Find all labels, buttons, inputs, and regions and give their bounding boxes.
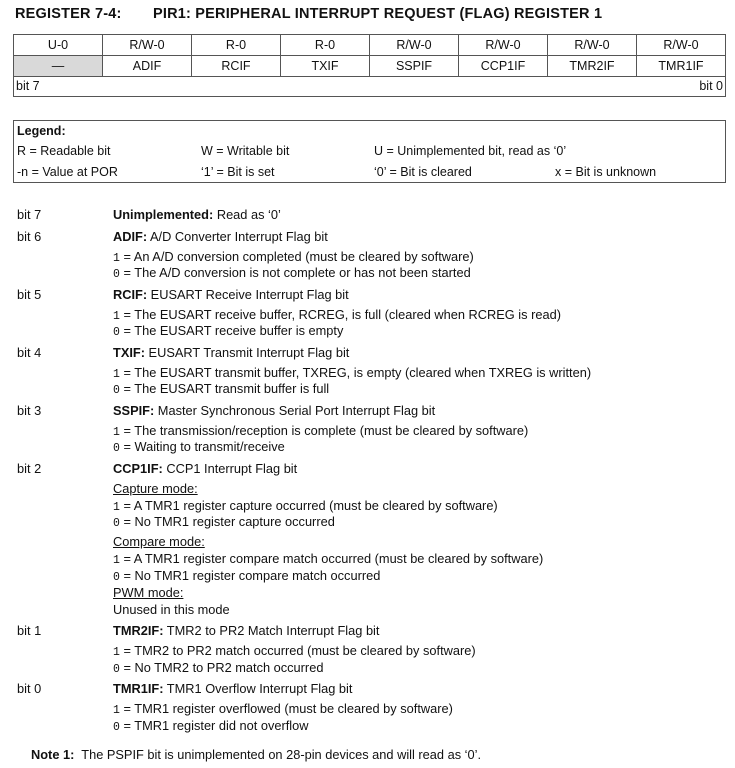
bit4-heading: TXIF: EUSART Transmit Interrupt Flag bit xyxy=(113,345,350,360)
bit2-label: bit 2 xyxy=(17,461,42,476)
legend-unknown: x = Bit is unknown xyxy=(555,165,657,179)
access-bit1: R/W-0 xyxy=(548,35,637,56)
bit4-label: bit 4 xyxy=(17,345,42,360)
bit6-value-1: 1 = An A/D conversion completed (must be cleared by software) xyxy=(113,249,474,265)
bit5-label: bit 5 xyxy=(17,287,42,302)
bit6-value-0: 0 = The A/D conversion is not complete or has not been started xyxy=(113,265,471,281)
compare-value-0: 0 = No TMR1 register compare match occurred xyxy=(113,568,381,584)
compare-value-1: 1 = A TMR1 register compare match occurred (must be cleared by software) xyxy=(113,551,544,567)
register-bit-table xyxy=(13,34,726,77)
name-bit1: TMR2IF xyxy=(548,56,637,77)
capture-mode-heading: Capture mode: xyxy=(113,481,198,496)
bit1-heading: TMR2IF: TMR2 to PR2 Match Interrupt Flag bit xyxy=(113,623,380,638)
bit1-value-1: 1 = TMR2 to PR2 match occurred (must be cleared by software) xyxy=(113,643,476,659)
name-bit2: CCP1IF xyxy=(459,56,548,77)
pwm-mode-text: Unused in this mode xyxy=(113,602,230,617)
legend-unimplemented: U = Unimplemented bit, read as ‘0’ xyxy=(374,144,567,158)
bit-range-row xyxy=(13,76,726,97)
bit6-heading: ADIF: A/D Converter Interrupt Flag bit xyxy=(113,229,328,244)
register-title xyxy=(15,6,602,22)
name-row xyxy=(14,56,726,77)
footnote-text: The PSPIF bit is unimplemented on 28-pin devices and will read as ‘0’. xyxy=(74,747,482,762)
pwm-mode-heading: PWM mode: xyxy=(113,585,184,600)
register-number: REGISTER 7-4: xyxy=(15,6,122,22)
register-name: PIR1: PERIPHERAL INTERRUPT REQUEST (FLAG) REGISTER 1 xyxy=(153,6,603,22)
bit4-value-1: 1 = The EUSART transmit buffer, TXREG, is empty (cleared when TXREG is written) xyxy=(113,365,592,381)
bit3-label: bit 3 xyxy=(17,403,42,418)
bit6-label: bit 6 xyxy=(17,229,42,244)
name-bit6: ADIF xyxy=(103,56,192,77)
access-bit7: U-0 xyxy=(14,35,103,56)
bit3-value-0: 0 = Waiting to transmit/receive xyxy=(113,439,285,455)
bit1-label: bit 1 xyxy=(17,623,42,638)
access-bit2: R/W-0 xyxy=(459,35,548,56)
name-bit7: — xyxy=(14,56,103,77)
access-bit4: R-0 xyxy=(281,35,370,56)
bit1-value-0: 0 = No TMR2 to PR2 match occurred xyxy=(113,660,324,676)
legend-por: -n = Value at POR xyxy=(17,165,118,179)
bit5-value-1: 1 = The EUSART receive buffer, RCREG, is full (cleared when RCREG is read) xyxy=(113,307,561,323)
name-bit4: TXIF xyxy=(281,56,370,77)
name-bit3: SSPIF xyxy=(370,56,459,77)
bit0-heading: TMR1IF: TMR1 Overflow Interrupt Flag bit xyxy=(113,681,353,696)
legend-box xyxy=(13,120,726,183)
bit4-value-0: 0 = The EUSART transmit buffer is full xyxy=(113,381,330,397)
bit7-heading: Unimplemented: Read as ‘0’ xyxy=(113,207,281,222)
access-bit6: R/W-0 xyxy=(103,35,192,56)
compare-mode-heading: Compare mode: xyxy=(113,534,205,549)
bit5-heading: RCIF: EUSART Receive Interrupt Flag bit xyxy=(113,287,349,302)
access-bit0: R/W-0 xyxy=(637,35,726,56)
footnote-label: Note 1: xyxy=(31,747,75,762)
bit2-heading: CCP1IF: CCP1 Interrupt Flag bit xyxy=(113,461,298,476)
access-bit3: R/W-0 xyxy=(370,35,459,56)
legend-title: Legend: xyxy=(17,124,66,138)
bit0-value-0: 0 = TMR1 register did not overflow xyxy=(113,718,309,734)
legend-cleared: ‘0’ = Bit is cleared xyxy=(374,165,472,179)
bit-high-label: bit 7 xyxy=(16,79,40,93)
footnote xyxy=(31,747,481,762)
name-bit0: TMR1IF xyxy=(637,56,726,77)
bit0-value-1: 1 = TMR1 register overflowed (must be cleared by software) xyxy=(113,701,453,717)
access-row xyxy=(14,35,726,56)
capture-value-0: 0 = No TMR1 register capture occurred xyxy=(113,514,335,530)
bit5-value-0: 0 = The EUSART receive buffer is empty xyxy=(113,323,344,339)
legend-readable: R = Readable bit xyxy=(17,144,111,158)
bit3-heading: SSPIF: Master Synchronous Serial Port Interrupt Flag bit xyxy=(113,403,436,418)
legend-set: ‘1’ = Bit is set xyxy=(201,165,275,179)
bit7-label: bit 7 xyxy=(17,207,42,222)
legend-writable: W = Writable bit xyxy=(201,144,290,158)
name-bit5: RCIF xyxy=(192,56,281,77)
access-bit5: R-0 xyxy=(192,35,281,56)
bit3-value-1: 1 = The transmission/reception is complete (must be cleared by software) xyxy=(113,423,529,439)
bit0-label: bit 0 xyxy=(17,681,42,696)
bit-low-label: bit 0 xyxy=(699,79,723,93)
capture-value-1: 1 = A TMR1 register capture occurred (must be cleared by software) xyxy=(113,498,498,514)
